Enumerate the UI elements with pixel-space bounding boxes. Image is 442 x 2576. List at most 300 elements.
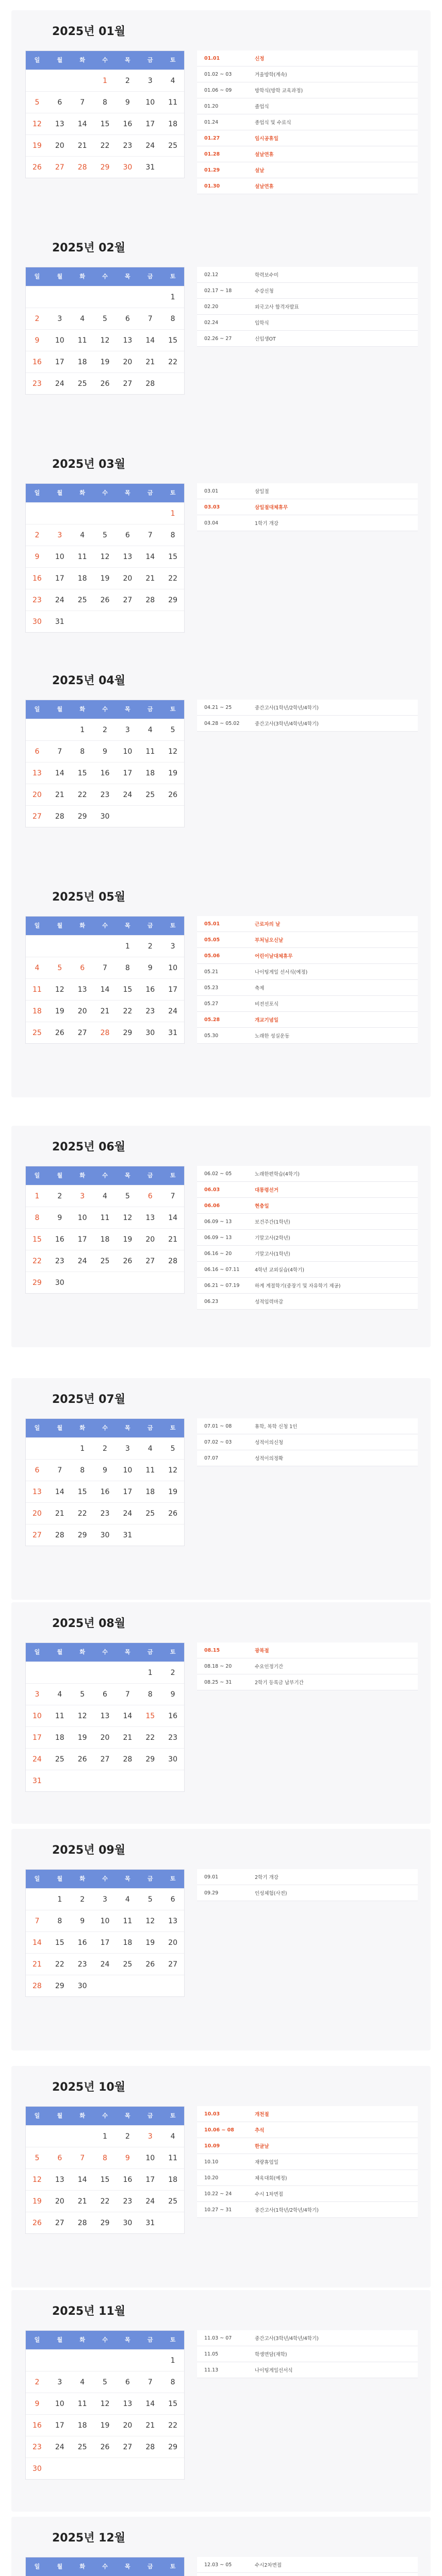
- day-cell: 1: [35, 1192, 40, 1200]
- event-name: 노래한편학습(4학기): [255, 1172, 300, 1177]
- day-cell: 31: [145, 2219, 155, 2227]
- day-cell: 6: [57, 2154, 62, 2162]
- day-cell: [71, 503, 94, 524]
- day-cell: 29: [123, 1029, 133, 1037]
- day-cell: 4: [170, 2132, 175, 2141]
- event-date: 10.10: [204, 2159, 219, 2165]
- day-cell: 16: [100, 1488, 110, 1496]
- day-cell: 20: [145, 1235, 155, 1244]
- weekday-header: 월: [57, 2336, 63, 2343]
- week-row: [26, 134, 184, 156]
- day-cell: 22: [168, 358, 177, 366]
- event-row: [197, 2346, 418, 2362]
- month-card: [11, 2066, 431, 2287]
- weekday-header-row: [26, 917, 184, 935]
- event-date: 01.01: [204, 55, 220, 61]
- day-cell: 30: [77, 1982, 87, 1990]
- day-cell: [161, 2212, 184, 2233]
- event-name: 신입생OT: [255, 336, 276, 342]
- weekday-header: 수: [102, 706, 108, 713]
- day-cell: 24: [123, 791, 133, 799]
- week-row: [26, 805, 184, 827]
- weekday-header: 화: [79, 2563, 85, 2570]
- day-cell: [71, 2350, 94, 2371]
- weekday-header: 금: [147, 1649, 153, 1655]
- event-name: 종업식 및 수료식: [255, 120, 291, 126]
- weekday-header: 월: [57, 2563, 63, 2570]
- day-cell: 28: [55, 1531, 64, 1539]
- day-cell: [139, 503, 161, 524]
- day-cell: 8: [57, 1917, 62, 1925]
- weekday-header: 목: [125, 1425, 130, 1431]
- event-row: [197, 1294, 418, 1310]
- day-cell: 17: [145, 120, 155, 128]
- month-title: 2025년 12월: [52, 2532, 125, 2545]
- month-title: 2025년 05월: [52, 891, 125, 904]
- day-cell: 30: [100, 812, 110, 821]
- calendar-grid: [25, 2106, 185, 2234]
- event-list: [197, 2106, 418, 2218]
- day-cell: [161, 1975, 184, 1996]
- week-row: [26, 2168, 184, 2190]
- day-cell: [139, 806, 161, 827]
- day-cell: [94, 1272, 117, 1293]
- day-cell: 25: [168, 2197, 177, 2206]
- month-title: 2025년 09월: [52, 1844, 125, 1857]
- day-cell: 30: [168, 1755, 177, 1764]
- day-cell: [26, 1662, 48, 1683]
- day-cell: 25: [77, 380, 87, 388]
- day-cell: 5: [125, 1192, 130, 1200]
- day-cell: 19: [77, 1734, 87, 1742]
- week-row: [26, 1272, 184, 1293]
- calendar-grid: [25, 267, 185, 395]
- day-cell: [139, 1524, 161, 1546]
- weekday-header: 월: [57, 489, 63, 496]
- day-cell: [161, 1770, 184, 1791]
- weekday-header: 일: [34, 1425, 40, 1431]
- weekday-header: 목: [125, 2563, 130, 2570]
- week-row: [26, 1250, 184, 1272]
- weekday-header: 화: [79, 2112, 85, 2119]
- weekday-header: 일: [34, 1172, 40, 1179]
- day-cell: 9: [103, 1466, 107, 1475]
- day-cell: 11: [123, 1917, 133, 1925]
- week-row: [26, 1770, 184, 1791]
- day-cell: 24: [55, 2443, 64, 2451]
- weekday-header: 일: [34, 1875, 40, 1882]
- day-cell: 10: [168, 964, 177, 972]
- day-cell: 28: [55, 812, 64, 821]
- event-name: 성적이의신청: [255, 1440, 284, 1446]
- day-cell: 5: [103, 531, 107, 539]
- event-date: 11.03 ~ 07: [204, 2335, 232, 2341]
- day-cell: 16: [32, 574, 42, 583]
- event-date: 03.01: [204, 488, 219, 494]
- day-cell: [94, 1662, 117, 1683]
- month-card: [11, 10, 431, 232]
- event-name: 성적입력마감: [255, 1299, 284, 1305]
- week-row: [26, 2371, 184, 2393]
- day-cell: 24: [168, 1007, 177, 1015]
- day-cell: 23: [32, 2443, 42, 2451]
- event-row: [197, 2170, 418, 2186]
- event-name: 근로자의 날: [255, 922, 281, 927]
- event-name: 외국고사 합격자발표: [255, 304, 299, 310]
- week-row: [26, 156, 184, 178]
- day-cell: 5: [148, 1895, 153, 1904]
- day-cell: 28: [145, 380, 155, 388]
- day-cell: 26: [100, 596, 110, 604]
- event-date: 10.06 ~ 08: [204, 2127, 234, 2133]
- day-cell: 18: [77, 2421, 87, 2430]
- day-cell: 10: [55, 2400, 64, 2408]
- day-cell: 31: [145, 163, 155, 172]
- week-row: [26, 70, 184, 91]
- day-cell: [139, 1770, 161, 1791]
- weekday-header: 목: [125, 273, 130, 280]
- day-cell: 2: [80, 1895, 85, 1904]
- week-row: [26, 762, 184, 784]
- day-cell: 6: [35, 1466, 40, 1475]
- week-row: [26, 611, 184, 632]
- week-row: [26, 1022, 184, 1043]
- event-row: [197, 178, 418, 194]
- event-row: [197, 267, 418, 283]
- day-cell: 9: [125, 98, 130, 107]
- event-date: 05.21: [204, 969, 219, 975]
- weekday-header: 일: [34, 2336, 40, 2343]
- day-cell: 15: [100, 120, 110, 128]
- weekday-header: 월: [57, 273, 63, 280]
- event-name: 기말고사(2학년): [255, 1235, 290, 1241]
- event-row: [197, 162, 418, 178]
- week-row: [26, 1502, 184, 1524]
- weekday-header: 화: [79, 273, 85, 280]
- weekday-header: 월: [57, 57, 63, 63]
- day-cell: 25: [100, 1257, 110, 1265]
- weekday-header: 토: [170, 2563, 176, 2570]
- day-cell: 2: [35, 2378, 40, 2386]
- weekday-header: 일: [34, 273, 40, 280]
- day-cell: 5: [35, 2154, 40, 2162]
- event-date: 03.03: [204, 504, 220, 510]
- event-list: [197, 916, 418, 1044]
- day-cell: 24: [145, 142, 155, 150]
- day-cell: 25: [145, 1510, 155, 1518]
- day-cell: [48, 1662, 71, 1683]
- day-cell: 21: [32, 1960, 42, 1969]
- day-cell: 13: [77, 986, 87, 994]
- day-cell: 13: [145, 1214, 155, 1222]
- day-cell: 22: [100, 2197, 110, 2206]
- day-cell: [116, 2350, 139, 2371]
- weekday-header: 수: [102, 273, 108, 280]
- day-cell: [71, 1770, 94, 1791]
- weekday-header: 금: [147, 1172, 153, 1179]
- week-row: [26, 502, 184, 524]
- day-cell: 9: [35, 2400, 40, 2408]
- day-cell: 6: [170, 1895, 175, 1904]
- event-date: 06.09 ~ 13: [204, 1234, 232, 1241]
- calendar-grid: [25, 700, 185, 827]
- day-cell: 11: [77, 336, 87, 345]
- day-cell: [139, 1975, 161, 1996]
- event-date: 05.30: [204, 1032, 219, 1039]
- day-cell: 13: [32, 769, 42, 777]
- week-row: [26, 1931, 184, 1953]
- event-row: [197, 82, 418, 98]
- weekday-header: 목: [125, 1172, 130, 1179]
- day-cell: 29: [77, 812, 87, 821]
- day-cell: 24: [32, 1755, 42, 1764]
- day-cell: 29: [168, 2443, 177, 2451]
- day-cell: 30: [145, 1029, 155, 1037]
- day-cell: 26: [32, 2219, 42, 2227]
- week-row: [26, 935, 184, 957]
- day-cell: 29: [100, 2219, 110, 2227]
- event-name: 개천절: [255, 2112, 269, 2117]
- day-cell: 21: [100, 1007, 110, 1015]
- day-cell: 13: [123, 2400, 133, 2408]
- week-row: [26, 546, 184, 567]
- day-cell: 23: [123, 142, 133, 150]
- week-row: [26, 2349, 184, 2371]
- weekday-header: 화: [79, 489, 85, 496]
- event-row: [197, 50, 418, 66]
- month-title: 2025년 10월: [52, 2081, 125, 2094]
- day-cell: 19: [100, 358, 110, 366]
- event-list: [197, 483, 418, 531]
- event-date: 10.03: [204, 2111, 220, 2117]
- weekday-header: 일: [34, 57, 40, 63]
- day-cell: [116, 286, 139, 308]
- day-cell: 16: [77, 1939, 87, 1947]
- day-cell: 28: [123, 1755, 133, 1764]
- day-cell: 12: [145, 1917, 155, 1925]
- day-cell: 17: [55, 574, 64, 583]
- event-name: 보건주간(1학년): [255, 1219, 290, 1225]
- event-name: 중간고사(3학년/4학년/4학기): [255, 2336, 319, 2342]
- day-cell: 25: [32, 1029, 42, 1037]
- day-cell: [26, 936, 48, 957]
- day-cell: 17: [100, 1939, 110, 1947]
- week-row: [26, 308, 184, 329]
- weekday-header: 일: [34, 1649, 40, 1655]
- day-cell: 30: [123, 163, 133, 172]
- weekday-header-row: [26, 1643, 184, 1662]
- day-cell: [139, 2350, 161, 2371]
- week-row: [26, 1683, 184, 1705]
- day-cell: 2: [57, 1192, 62, 1200]
- day-cell: 9: [57, 1214, 62, 1222]
- month-title: 2025년 08월: [52, 1617, 125, 1630]
- event-name: 1학기 개강: [255, 521, 279, 527]
- day-cell: 22: [123, 1007, 133, 1015]
- day-cell: 17: [77, 1235, 87, 1244]
- day-cell: 2: [125, 2132, 130, 2141]
- day-cell: 16: [168, 1712, 177, 1720]
- day-cell: 2: [170, 1669, 175, 1677]
- event-name: 추석: [255, 2128, 265, 2133]
- event-name: 수시 1차면접: [255, 2192, 283, 2197]
- day-cell: 2: [125, 77, 130, 85]
- weekday-header: 토: [170, 2336, 176, 2343]
- event-name: 노래한 성실운동: [255, 1033, 290, 1039]
- day-cell: 15: [123, 986, 133, 994]
- day-cell: 7: [35, 1917, 40, 1925]
- event-row: [197, 1434, 418, 1450]
- day-cell: 19: [123, 1235, 133, 1244]
- event-name: 비전선포식: [255, 1002, 279, 1007]
- week-row: [26, 91, 184, 113]
- day-cell: 4: [35, 964, 40, 972]
- day-cell: 4: [103, 1192, 107, 1200]
- weekday-header-row: [26, 1870, 184, 1888]
- day-cell: 7: [125, 1690, 130, 1699]
- day-cell: 7: [80, 2154, 85, 2162]
- day-cell: 4: [148, 1445, 153, 1453]
- day-cell: 22: [100, 142, 110, 150]
- day-cell: 1: [170, 293, 175, 301]
- day-cell: 4: [57, 1690, 62, 1699]
- day-cell: 23: [32, 380, 42, 388]
- day-cell: 16: [100, 769, 110, 777]
- event-row: [197, 1230, 418, 1246]
- event-date: 06.03: [204, 1187, 220, 1193]
- day-cell: [139, 611, 161, 632]
- weekday-header: 수: [102, 2112, 108, 2119]
- event-row: [197, 1012, 418, 1028]
- day-cell: 16: [32, 358, 42, 366]
- day-cell: 6: [57, 98, 62, 107]
- day-cell: 11: [168, 2154, 177, 2162]
- day-cell: 5: [57, 964, 62, 972]
- event-name: 졸업식: [255, 104, 269, 110]
- weekday-header: 토: [170, 1425, 176, 1431]
- day-cell: 5: [103, 315, 107, 323]
- event-name: 중간고사(1학년/2학년/4학기): [255, 705, 319, 711]
- week-row: [26, 2393, 184, 2414]
- day-cell: 17: [123, 769, 133, 777]
- day-cell: 6: [80, 964, 85, 972]
- weekday-header: 일: [34, 706, 40, 713]
- day-cell: 5: [170, 726, 175, 734]
- event-name: 수강신청: [255, 289, 274, 294]
- week-row: [26, 719, 184, 740]
- day-cell: 22: [77, 791, 87, 799]
- day-cell: 12: [32, 2176, 42, 2184]
- week-row: [26, 740, 184, 762]
- day-cell: 16: [123, 2176, 133, 2184]
- day-cell: 14: [55, 769, 64, 777]
- event-date: 03.04: [204, 520, 219, 526]
- event-row: [197, 1028, 418, 1044]
- weekday-header: 목: [125, 922, 130, 929]
- event-name: 기말고사(1학년): [255, 1251, 290, 1257]
- event-row: [197, 331, 418, 347]
- weekday-header: 토: [170, 922, 176, 929]
- event-name: 대통령선거: [255, 1188, 279, 1193]
- day-cell: 4: [80, 315, 85, 323]
- day-cell: 27: [168, 1960, 177, 1969]
- weekday-header-row: [26, 51, 184, 70]
- day-cell: 3: [57, 315, 62, 323]
- day-cell: 27: [145, 1257, 155, 1265]
- event-row: [197, 315, 418, 331]
- day-cell: 15: [77, 1488, 87, 1496]
- event-name: 나이팅게일선서식: [255, 2368, 293, 2374]
- weekday-header: 화: [79, 922, 85, 929]
- week-row: [26, 372, 184, 394]
- day-cell: 6: [103, 1690, 107, 1699]
- day-cell: 1: [148, 1669, 153, 1677]
- event-name: 광복절: [255, 1648, 269, 1654]
- day-cell: 31: [123, 1531, 133, 1539]
- day-cell: 12: [168, 748, 177, 756]
- day-cell: [48, 503, 71, 524]
- week-row: [26, 286, 184, 308]
- day-cell: 12: [168, 1466, 177, 1475]
- day-cell: 24: [123, 1510, 133, 1518]
- day-cell: [161, 611, 184, 632]
- day-cell: 9: [35, 336, 40, 345]
- day-cell: 19: [32, 2197, 42, 2206]
- day-cell: [94, 611, 117, 632]
- day-cell: 3: [103, 1895, 107, 1904]
- day-cell: [48, 2458, 71, 2479]
- day-cell: 17: [123, 1488, 133, 1496]
- day-cell: 1: [170, 510, 175, 518]
- calendar-grid: [25, 2557, 185, 2576]
- day-cell: 9: [125, 2154, 130, 2162]
- day-cell: 30: [123, 2219, 133, 2227]
- event-name: 임시공휴일: [255, 136, 279, 142]
- month-card: [11, 876, 431, 1097]
- day-cell: 9: [80, 1917, 85, 1925]
- event-date: 04.28 ~ 05.02: [204, 720, 240, 726]
- weekday-header: 목: [125, 706, 130, 713]
- weekday-header: 수: [102, 1425, 108, 1431]
- event-row: [197, 2330, 418, 2346]
- event-date: 09.29: [204, 1890, 219, 1896]
- day-cell: 13: [123, 553, 133, 561]
- day-cell: 26: [100, 2443, 110, 2451]
- event-date: 01.24: [204, 119, 219, 125]
- day-cell: [139, 1272, 161, 1293]
- day-cell: [94, 2458, 117, 2479]
- day-cell: 9: [148, 964, 153, 972]
- day-cell: 9: [170, 1690, 175, 1699]
- day-cell: [139, 286, 161, 308]
- day-cell: 30: [32, 618, 42, 626]
- event-date: 01.29: [204, 167, 220, 173]
- weekday-header-row: [26, 700, 184, 719]
- weekday-header: 목: [125, 57, 130, 63]
- day-cell: 8: [103, 98, 107, 107]
- day-cell: 3: [125, 1445, 130, 1453]
- day-cell: 22: [77, 1510, 87, 1518]
- weekday-header: 일: [34, 2112, 40, 2119]
- day-cell: 16: [55, 1235, 64, 1244]
- day-cell: 25: [145, 791, 155, 799]
- weekday-header: 금: [147, 922, 153, 929]
- day-cell: 8: [148, 1690, 153, 1699]
- day-cell: 10: [123, 1466, 133, 1475]
- day-cell: 20: [100, 1734, 110, 1742]
- month-card: [11, 227, 431, 448]
- day-cell: 3: [125, 726, 130, 734]
